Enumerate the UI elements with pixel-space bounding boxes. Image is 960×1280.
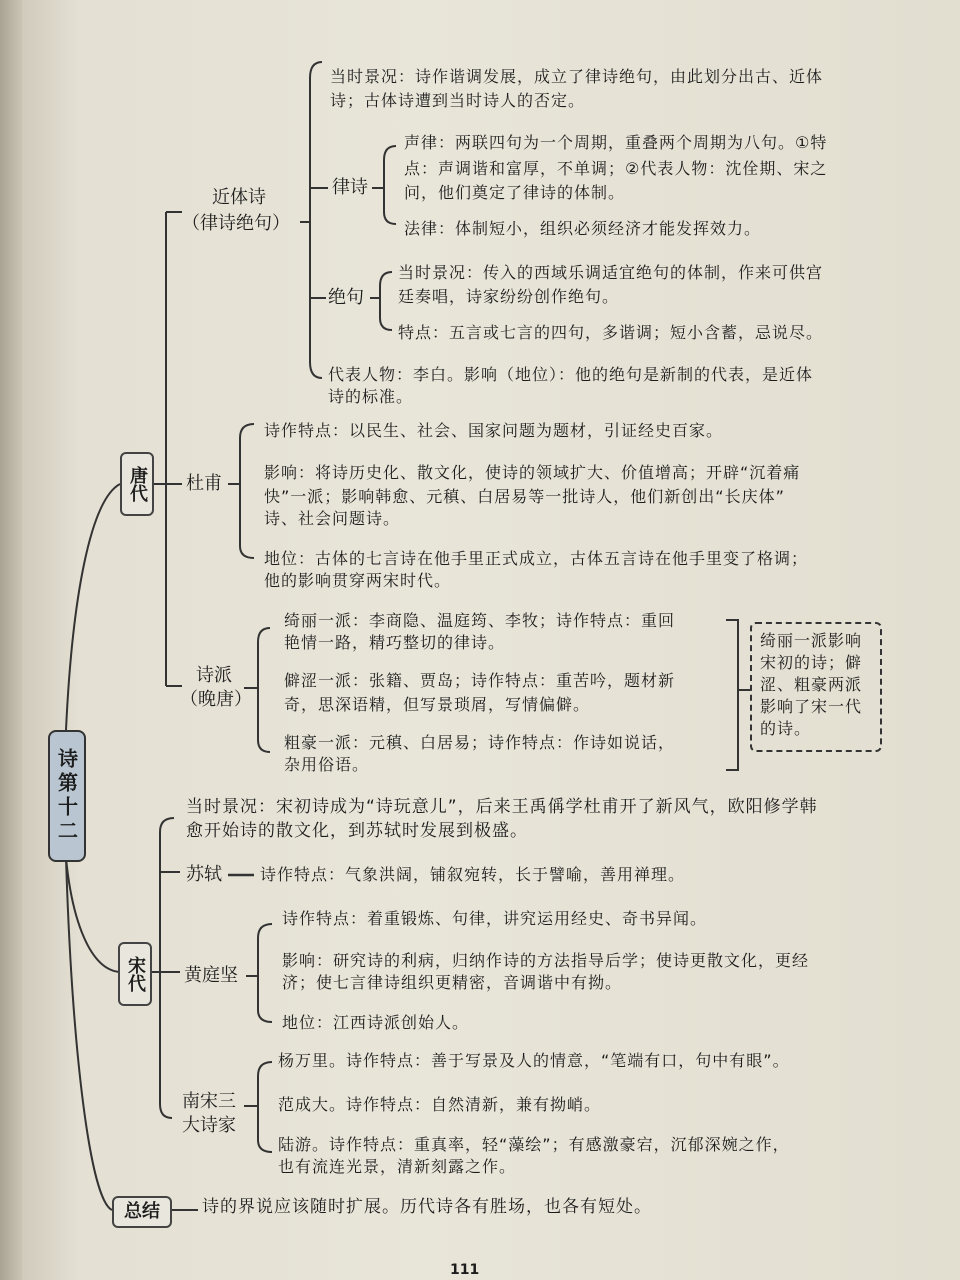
dufu-influence-1: 影响：将诗历史化、散文化，使诗的领域扩大、价值增高；开辟“沉着痛 [264, 463, 801, 482]
dufu-influence-3: 诗、社会问题诗。 [264, 509, 401, 528]
shipai-sublabel: （晚唐） [180, 689, 252, 710]
song-situation-1: 当时景况：宋初诗成为“诗玩意儿”，后来王禹偁学杜甫开了新风气，欧阳修学韩 [186, 797, 818, 817]
tang-node: 唐代 [120, 452, 154, 516]
dufu-node: 杜甫 [186, 473, 222, 494]
jinti-figure-2: 诗的标准。 [328, 387, 414, 406]
qili-1: 绮丽一派：李商隐、温庭筠、李牧；诗作特点：重回 [284, 611, 676, 630]
jinti-situation-2: 诗；古体诗遭到当时诗人的否定。 [330, 91, 586, 110]
dufu-influence-2: 快”一派；影响韩愈、元稹、白居易等一批诗人，他们新创出“长庆体” [264, 487, 785, 506]
lushi-shenglu-3: 问，他们奠定了律诗的体制。 [404, 183, 626, 202]
lushi-falu: 法律：体制短小，组织必须经济才能发挥效力。 [404, 219, 762, 238]
dufu-status-1: 地位：古体的七言诗在他手里正式成立，古体五言诗在他手里变了格调； [264, 549, 809, 568]
jinti-figure-1: 代表人物：李白。影响（地位）：他的绝句是新制的代表，是近体 [328, 365, 814, 384]
shipai-node: 诗派 [196, 665, 232, 686]
summary-text: 诗的界说应该随时扩展。历代诗各有胜场，也各有短处。 [202, 1197, 652, 1217]
jueju-situation-2: 廷奏唱，诗家纷纷创作绝句。 [398, 287, 620, 306]
htj-influence-1: 影响：研究诗的利病，归纳作诗的方法指导后学；使诗更散文化，更经 [282, 951, 810, 970]
jueju-feature: 特点：五言或七言的四句，多谐调；短小含蓄，忌说尽。 [398, 323, 824, 342]
cuhao-1: 粗豪一派：元稹、白居易；诗作特点：作诗如说话， [284, 733, 676, 752]
root-node: 诗第十二 [48, 730, 86, 862]
htj-influence-2: 济；使七言律诗组织更精密，音调谐中有拗。 [282, 973, 623, 992]
dufu-status-2: 他的影响贯穿两宋时代。 [264, 571, 452, 590]
htj-status: 地位：江西诗派创始人。 [282, 1013, 470, 1032]
jueju-situation-1: 当时景况：传入的西域乐调适宜绝句的体制，作来可供宫 [398, 263, 824, 282]
nansong-node-1: 南宋三 [182, 1091, 236, 1112]
fanchengda: 范成大。诗作特点：自然清新，兼有拗峭。 [278, 1095, 602, 1114]
htj-node: 黄庭坚 [184, 965, 238, 986]
pise-2: 奇，思深语精，但写景琐屑，写情偏僻。 [284, 695, 591, 714]
lushi-node: 律诗 [332, 177, 368, 198]
lushi-shenglu-2: 点：声调谐和富厚，不单调；②代表人物：沈佺期、宋之 [404, 159, 828, 178]
lushi-shenglu-1: 声律：两联四句为一个周期，重叠两个周期为八句。①特 [404, 133, 828, 152]
luyou-1: 陆游。诗作特点：重真率，轻“藻绘”；有感激豪宕，沉郁深婉之作， [278, 1135, 790, 1154]
yangwanli: 杨万里。诗作特点：善于写景及人的情意，“笔端有口，句中有眼”。 [278, 1051, 790, 1070]
jueju-node: 绝句 [328, 287, 364, 308]
summary-node: 总结 [112, 1196, 172, 1228]
pise-1: 僻涩一派：张籍、贾岛；诗作特点：重苦吟，题材新 [284, 671, 676, 690]
jinti-situation-1: 当时景况：诗作谐调发展，成立了律诗绝句，由此划分出古、近体 [330, 67, 824, 86]
nansong-node-2: 大诗家 [182, 1115, 236, 1136]
htj-feature: 诗作特点：着重锻炼、句律，讲究运用经史、奇书异闻。 [282, 909, 708, 928]
song-node: 宋代 [118, 942, 152, 1006]
shipai-note: 绮丽一派影响宋初的诗；僻涩、粗豪两派影响了宋一代的诗。 [750, 622, 882, 752]
page-number: 111 [450, 1262, 480, 1278]
song-situation-2: 愈开始诗的散文化，到苏轼时发展到极盛。 [186, 821, 528, 841]
sushi-node: 苏轼 [186, 864, 222, 885]
dufu-feature: 诗作特点：以民生、社会、国家问题为题材，引证经史百家。 [264, 421, 724, 440]
jinti-node: 近体诗 [212, 187, 266, 208]
sushi-feature: 诗作特点：气象洪阔，铺叙宛转，长于譬喻，善用禅理。 [260, 865, 686, 884]
cuhao-2: 杂用俗语。 [284, 755, 370, 774]
jinti-sublabel: （律诗绝句） [182, 213, 290, 234]
luyou-2: 也有流连光景，清新刻露之作。 [278, 1157, 517, 1176]
qili-2: 艳情一路，精巧整切的律诗。 [284, 633, 506, 652]
